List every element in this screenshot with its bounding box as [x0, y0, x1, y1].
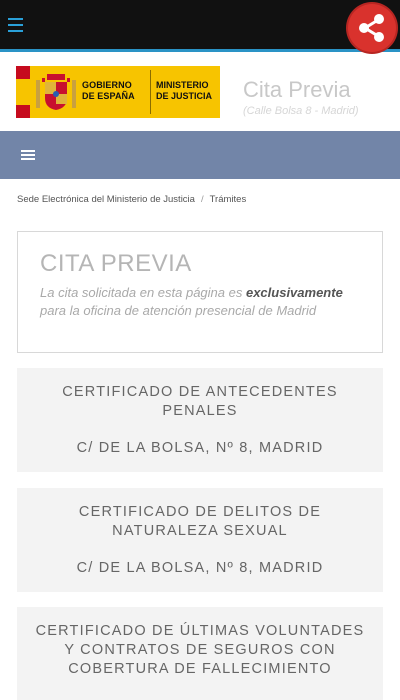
breadcrumb-separator: /	[200, 194, 204, 205]
spain-flag-icon	[16, 66, 30, 118]
info-text-before: La cita solicitada en esta página es	[40, 285, 246, 300]
ministerio-line2: DE JUSTICIA	[156, 91, 213, 101]
card-title-line1: CERTIFICADO DE ANTECEDENTES	[62, 384, 338, 400]
card-title-line1: CERTIFICADO DE DELITOS DE	[78, 504, 322, 520]
site-title: Cita Previa	[243, 77, 351, 102]
gobierno-line1: GOBIERNO	[82, 80, 132, 90]
card-title-line2: PENALES	[162, 403, 238, 419]
top-bar	[0, 0, 400, 52]
card-title-line2: NATURALEZA SEXUAL	[112, 523, 288, 539]
card-title-line1: CERTIFICADO DE ÚLTIMAS VOLUNTADES	[35, 623, 365, 639]
card-title	[33, 383, 367, 421]
breadcrumb	[17, 194, 246, 205]
info-text-after: para la oficina de atención presencial de Madrid	[40, 303, 317, 318]
gobierno-line2: DE ESPAÑA	[82, 91, 135, 101]
card-address: C/ DE LA BOLSA, Nº 8, MADRID	[76, 560, 324, 576]
service-card-delitos-naturaleza-sexual[interactable]	[17, 488, 383, 592]
coat-of-arms-icon	[34, 72, 78, 112]
card-title	[33, 503, 367, 541]
service-card-ultimas-voluntades[interactable]	[17, 607, 383, 700]
app-menu-icon[interactable]	[8, 16, 24, 36]
info-text-bold: exclusivamente	[245, 285, 343, 300]
ministerio-logo-text	[156, 80, 212, 102]
site-header	[0, 55, 400, 130]
card-address: C/ DE LA BOLSA, Nº 8, MADRID	[76, 440, 324, 456]
info-box	[17, 231, 383, 353]
ministerio-line1: MINISTERIO	[156, 80, 209, 90]
gobierno-logo-text	[82, 80, 135, 102]
share-button[interactable]	[348, 4, 396, 52]
share-icon	[348, 4, 396, 52]
site-subtitle: (Calle Bolsa 8 - Madrid)	[243, 105, 359, 117]
info-title: CITA PREVIA	[40, 250, 192, 277]
government-logo[interactable]	[16, 66, 220, 118]
card-title-line2: Y CONTRATOS DE SEGUROS CON	[64, 642, 336, 658]
breadcrumb-current: Trámites	[209, 194, 247, 205]
logo-divider	[150, 70, 151, 114]
service-card-antecedentes-penales[interactable]	[17, 368, 383, 472]
nav-menu-icon[interactable]	[21, 150, 35, 161]
info-text	[40, 284, 360, 320]
card-title	[27, 622, 373, 679]
breadcrumb-home-link[interactable]: Sede Electrónica del Ministerio de Justicia	[17, 194, 195, 205]
navigation-bar	[0, 131, 400, 179]
card-title-line3: COBERTURA DE FALLECIMIENTO	[68, 661, 332, 677]
